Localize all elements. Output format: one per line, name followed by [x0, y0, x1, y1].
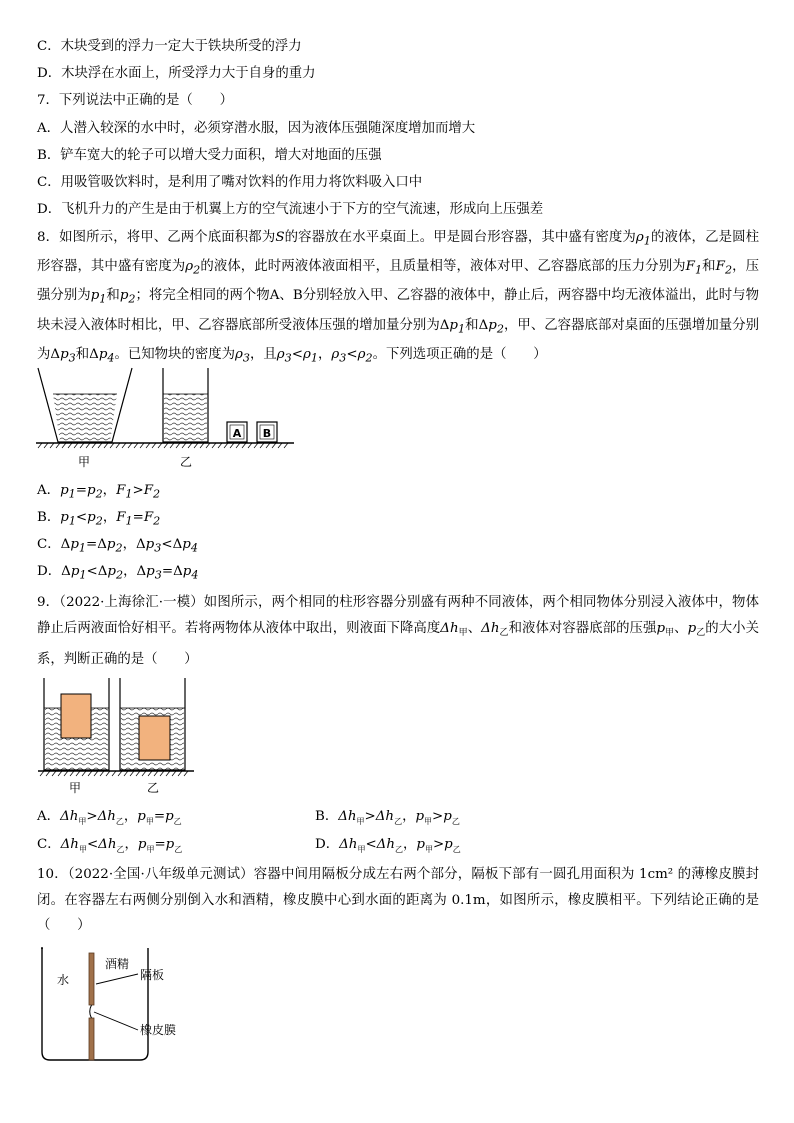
q10-label-water: 水 — [56, 973, 70, 987]
q7-option-b: B．铲车宽大的轮子可以增大受力面积，增大对地面的压强 — [37, 148, 382, 163]
q10-container — [42, 948, 148, 1060]
q10-label-partition: 隔板 — [140, 968, 165, 982]
q8-label-yi: 乙 — [179, 455, 193, 469]
q9-figure — [38, 676, 198, 798]
q9-option-c: C．$\Delta h_甲<\Delta h_乙$，$p_甲=p_乙$ — [37, 837, 183, 854]
q7-option-c: C．用吸管吸饮料时，是利用了嘴对饮料的作用力将饮料吸入口中 — [37, 175, 423, 190]
q8-jia-liquid — [53, 394, 117, 442]
q10-figure — [38, 944, 218, 1066]
q9-option-b: B．$\Delta h_甲>\Delta h_乙$，$p_甲>p_乙$ — [315, 809, 460, 826]
q10-label-alcohol: 酒精 — [104, 957, 130, 971]
q8-option-c: C．$\Delta p_1=\Delta p_2$，$\Delta p_3<\Delta p_4$ — [37, 537, 198, 555]
q9-option-d: D．$\Delta h_甲<\Delta h_乙$，$p_甲>p_乙$ — [315, 837, 461, 854]
q10-partition-upper — [89, 953, 94, 1005]
q6-option-d: D．木块浮在水面上，所受浮力大于自身的重力 — [37, 66, 316, 81]
q6-option-c: C．木块受到的浮力一定大于铁块所受的浮力 — [37, 39, 302, 54]
q8-label-jia: 甲 — [77, 455, 91, 469]
q8-option-b: B．$p_1<p_2$，$F_1=F_2$ — [37, 510, 161, 528]
q10-stem: 10．（2022·全国·八年级单元测试）容器中间用隔板分成左右两个部分，隔板下部有一圆孔用面积为 1cm² 的薄橡皮膜封闭。在容器左右两侧分别倒入水和酒精，橡皮膜中心到水面的距离为 0.1m，如图所示，橡皮膜相平。下列结论正确的是（ ） — [37, 867, 759, 933]
q8-block-b-label: B — [262, 427, 272, 440]
q9-label-jia: 甲 — [68, 781, 82, 795]
q10-membrane — [90, 1005, 92, 1018]
q8-block-a-label: A — [232, 427, 242, 440]
q7-option-a: A．人潜入较深的水中时，必须穿潜水服，因为液体压强随深度增加而增大 — [37, 121, 476, 136]
q10-label-membrane: 橡皮膜 — [140, 1023, 177, 1037]
q9-yi-object — [139, 716, 170, 760]
q8-yi-liquid — [164, 394, 207, 442]
q8-stem: 8．如图所示，将甲、乙两个底面积都为S的容器放在水平桌面上。甲是圆台形容器，其中盛有密度为$\rho_1$的液体，乙是圆柱形容器，其中盛有密度为$\rho_2$的液体，此时两液体液面相平，且质量相等，液体对甲、乙容器底部的压力分别为$F_1$和$F_2$，压强分别为$p_1$和$p_2$；将完全相同的两个物A、B分别轻放入甲、乙容器的液体中，静止后，两容器中均无液体溢出，此时与物块未浸入液体时相比，甲、乙容器底部所受液体压强的增加量分别为$\Delta p_1$和$\Delta p_2$，甲、乙容器底部对桌面的压强增加量分别为$\Delta p_3$和$\Delta p_4$。已知物块的密度为$\rho_3$，且$\rho_3<\rho_1$，$\rho_3<\rho_2$。下列选项正确的是（ ） — [37, 230, 760, 365]
q9-option-a: A．$\Delta h_甲>\Delta h_乙$，$p_甲=p_乙$ — [37, 809, 182, 826]
q8-option-a: A．$p_1=p_2$，$F_1>F_2$ — [37, 483, 161, 501]
q8-option-d: D．$\Delta p_1<\Delta p_2$，$\Delta p_3=\Delta p_4$ — [37, 564, 199, 582]
q7-option-d: D．飞机升力的产生是由于机翼上方的空气流速小于下方的空气流速，形成向上压强差 — [37, 202, 544, 217]
q9-jia-object — [61, 694, 91, 738]
q8-figure — [36, 366, 296, 472]
q9-stem: 9．（2022·上海徐汇·一模）如图所示，两个相同的柱形容器分别盛有两种不同液体，两个相同物体分别浸入液体中，物体静止后两液面恰好相平。若将两物体从液体中取出，则液面下降高度$\Delta h_甲$、$\Delta h_乙$和液体对容器底部的压强$p_甲$、$p_乙$的大小关系，判断正确的是（ ） — [37, 595, 759, 667]
q10-partition-lower — [89, 1018, 94, 1060]
q7-stem: 7．下列说法中正确的是（ ） — [37, 93, 233, 108]
q9-label-yi: 乙 — [146, 781, 160, 795]
